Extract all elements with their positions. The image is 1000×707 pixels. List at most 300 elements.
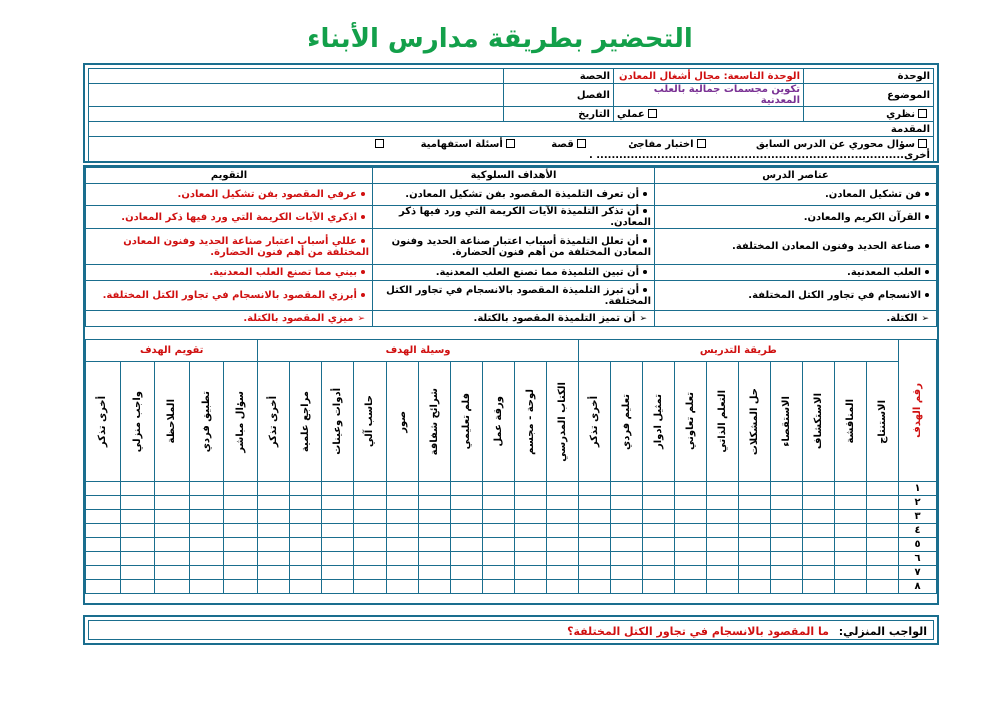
grid-cell[interactable] xyxy=(290,524,322,538)
grid-cell[interactable] xyxy=(450,580,482,594)
grid-cell[interactable] xyxy=(802,524,834,538)
grid-cell[interactable] xyxy=(155,510,189,524)
grid-cell[interactable] xyxy=(642,482,674,496)
objective-cell xyxy=(373,311,655,327)
grid-cell[interactable] xyxy=(155,566,189,580)
grid-cell[interactable] xyxy=(290,510,322,524)
goal-number: ١ xyxy=(899,482,937,496)
grid-row xyxy=(86,510,937,524)
means-column-header xyxy=(482,362,514,482)
arrow-icon: ➢ xyxy=(921,314,929,324)
grid-row xyxy=(86,496,937,510)
grid-cell[interactable] xyxy=(189,482,223,496)
grid-cell[interactable] xyxy=(120,580,154,594)
bullet-icon xyxy=(361,192,365,196)
method-column-header xyxy=(834,362,866,482)
option-label: سؤال محوري عن الدرس السابق xyxy=(756,138,915,150)
grid-cell[interactable] xyxy=(258,510,290,524)
grid-cell[interactable] xyxy=(155,580,189,594)
grid-cell[interactable] xyxy=(642,538,674,552)
theory-checkbox[interactable] xyxy=(918,109,927,118)
means-column-header xyxy=(290,362,322,482)
means-column-header xyxy=(258,362,290,482)
grid-cell[interactable] xyxy=(834,496,866,510)
grid-cell[interactable] xyxy=(322,566,354,580)
grid-cell[interactable] xyxy=(610,580,642,594)
bullet-icon xyxy=(925,215,929,219)
grid-cell[interactable] xyxy=(290,496,322,510)
grid-cell[interactable] xyxy=(418,524,450,538)
topic-value: تكوين مجسمات جمالية بالعلب المعدنية xyxy=(614,84,804,107)
grid-cell[interactable] xyxy=(258,524,290,538)
grid-cell[interactable] xyxy=(674,538,706,552)
grid-cell[interactable] xyxy=(642,566,674,580)
grid-cell[interactable] xyxy=(354,510,386,524)
grid-cell[interactable] xyxy=(578,524,610,538)
grid-cell[interactable] xyxy=(354,580,386,594)
grid-cell[interactable] xyxy=(674,496,706,510)
grid-cell[interactable] xyxy=(189,538,223,552)
bullet-icon xyxy=(925,270,929,274)
date-value[interactable] xyxy=(89,107,504,122)
grid-cell[interactable] xyxy=(450,524,482,538)
element-cell xyxy=(655,184,937,206)
grid-row xyxy=(86,524,937,538)
grid-cell[interactable] xyxy=(642,524,674,538)
grid-cell[interactable] xyxy=(290,552,322,566)
bullet-icon xyxy=(643,209,647,213)
means-column-header xyxy=(354,362,386,482)
grid-cell[interactable] xyxy=(482,538,514,552)
grid-cell[interactable] xyxy=(610,524,642,538)
grid-cell[interactable] xyxy=(223,524,257,538)
grid-cell[interactable] xyxy=(258,566,290,580)
grid-cell[interactable] xyxy=(290,482,322,496)
grid-cell[interactable] xyxy=(866,482,898,496)
means-column-label: الكتاب المدرسي xyxy=(556,381,568,462)
goal-number: ٦ xyxy=(899,552,937,566)
grid-cell[interactable] xyxy=(578,482,610,496)
grid-cell[interactable] xyxy=(834,510,866,524)
evaluation-text: عرفي المقصود بفن تشكيل المعادن. xyxy=(177,189,357,200)
means-column-label: أدوات وعينات xyxy=(332,388,344,455)
bullet-icon xyxy=(925,192,929,196)
grid-cell[interactable] xyxy=(834,552,866,566)
grid-cell[interactable] xyxy=(514,552,546,566)
grid-cell[interactable] xyxy=(189,566,223,580)
grid-cell[interactable] xyxy=(322,510,354,524)
grid-cell[interactable] xyxy=(642,510,674,524)
class-value[interactable] xyxy=(89,84,504,107)
bullet-icon xyxy=(361,293,365,297)
grid-cell[interactable] xyxy=(738,538,770,552)
checkbox[interactable] xyxy=(697,139,706,148)
grid-cell[interactable] xyxy=(834,538,866,552)
grid-cell[interactable] xyxy=(86,496,121,510)
grid-cell[interactable] xyxy=(189,580,223,594)
grid-cell[interactable] xyxy=(610,510,642,524)
grid-cell[interactable] xyxy=(258,496,290,510)
grid-cell[interactable] xyxy=(258,552,290,566)
grid-cell[interactable] xyxy=(120,510,154,524)
evaluation-text: عللي أسباب اعتبار صناعة الحديد وفنون المعادن المختلفة من أهم فنون الحضارة. xyxy=(123,235,369,258)
grid-cell[interactable] xyxy=(802,538,834,552)
grid-cell[interactable] xyxy=(706,510,738,524)
grid-cell[interactable] xyxy=(386,538,418,552)
bullet-icon xyxy=(643,239,647,243)
grid-cell[interactable] xyxy=(86,510,121,524)
grid-cell[interactable] xyxy=(834,524,866,538)
grid-cell[interactable] xyxy=(482,482,514,496)
grid-cell[interactable] xyxy=(770,552,802,566)
means-column-header xyxy=(450,362,482,482)
grid-cell[interactable] xyxy=(546,496,578,510)
grid-cell[interactable] xyxy=(738,566,770,580)
grid-cell[interactable] xyxy=(418,482,450,496)
grid-cell[interactable] xyxy=(223,552,257,566)
grid-cell[interactable] xyxy=(223,566,257,580)
grid-cell[interactable] xyxy=(866,538,898,552)
grid-cell[interactable] xyxy=(738,552,770,566)
grid-cell[interactable] xyxy=(642,580,674,594)
grid-cell[interactable] xyxy=(189,496,223,510)
grid-cell[interactable] xyxy=(770,496,802,510)
grid-cell[interactable] xyxy=(290,580,322,594)
arrow-icon: ➢ xyxy=(639,314,647,324)
grid-cell[interactable] xyxy=(418,580,450,594)
grid-cell[interactable] xyxy=(610,496,642,510)
grid-cell[interactable] xyxy=(578,538,610,552)
grid-cell[interactable] xyxy=(546,510,578,524)
date-label: التاريخ xyxy=(504,107,614,122)
grid-cell[interactable] xyxy=(674,552,706,566)
means-column-header xyxy=(514,362,546,482)
grid-cell[interactable] xyxy=(450,552,482,566)
grid-cell[interactable] xyxy=(866,496,898,510)
method-column-header xyxy=(866,362,898,482)
grid-cell[interactable] xyxy=(223,538,257,552)
grid-cell[interactable] xyxy=(674,566,706,580)
eval-column-label: أخرى تذكر xyxy=(97,395,109,448)
grid-cell[interactable] xyxy=(290,566,322,580)
grid-cell[interactable] xyxy=(802,580,834,594)
session-value[interactable] xyxy=(89,69,504,84)
method-column-header xyxy=(770,362,802,482)
grid-cell[interactable] xyxy=(482,524,514,538)
grid-cell[interactable] xyxy=(802,482,834,496)
grid-cell[interactable] xyxy=(834,580,866,594)
grid-cell[interactable] xyxy=(514,510,546,524)
grid-cell[interactable] xyxy=(450,496,482,510)
grid-cell[interactable] xyxy=(642,552,674,566)
grid-cell[interactable] xyxy=(866,566,898,580)
grid-cell[interactable] xyxy=(418,510,450,524)
grid-cell[interactable] xyxy=(514,482,546,496)
grid-cell[interactable] xyxy=(706,482,738,496)
grid-cell[interactable] xyxy=(738,580,770,594)
method-column-label: تعليم فردي xyxy=(620,393,632,450)
grid-cell[interactable] xyxy=(386,580,418,594)
grid-cell[interactable] xyxy=(155,496,189,510)
grid-cell[interactable] xyxy=(514,580,546,594)
grid-cell[interactable] xyxy=(258,580,290,594)
evaluation-text: بيني مما تصنع العلب المعدنية. xyxy=(209,267,357,278)
grid-cell[interactable] xyxy=(86,566,121,580)
means-column-label: صور xyxy=(396,410,408,433)
intro-option-4[interactable] xyxy=(421,139,518,150)
grid-cell[interactable] xyxy=(386,552,418,566)
grid-cell[interactable] xyxy=(546,566,578,580)
grid-cell[interactable] xyxy=(866,510,898,524)
checkbox[interactable] xyxy=(577,139,586,148)
method-column-label: الاستكشاف xyxy=(812,393,824,450)
grid-cell[interactable] xyxy=(418,496,450,510)
grid-cell[interactable] xyxy=(322,538,354,552)
grid-cell[interactable] xyxy=(354,496,386,510)
grid-cell[interactable] xyxy=(834,566,866,580)
grid-cell[interactable] xyxy=(802,566,834,580)
grid-cell[interactable] xyxy=(322,496,354,510)
grid-cell[interactable] xyxy=(120,496,154,510)
method-column-header xyxy=(706,362,738,482)
grid-cell[interactable] xyxy=(290,538,322,552)
practical-option[interactable] xyxy=(614,107,804,122)
grid-cell[interactable] xyxy=(770,580,802,594)
grid-cell[interactable] xyxy=(418,552,450,566)
grid-cell[interactable] xyxy=(354,552,386,566)
grid-cell[interactable] xyxy=(738,524,770,538)
grid-cell[interactable] xyxy=(610,482,642,496)
grid-cell[interactable] xyxy=(354,538,386,552)
goal-number: ٧ xyxy=(899,566,937,580)
grid-cell[interactable] xyxy=(514,524,546,538)
bullet-icon xyxy=(643,288,647,292)
intro-option-3[interactable] xyxy=(551,139,588,150)
practical-label: عملي xyxy=(617,108,645,120)
grid-cell[interactable] xyxy=(738,510,770,524)
grid-cell[interactable] xyxy=(546,524,578,538)
grid-cell[interactable] xyxy=(386,510,418,524)
grid-cell[interactable] xyxy=(514,496,546,510)
grid-cell[interactable] xyxy=(578,496,610,510)
means-column-label: مراجع علمية xyxy=(300,390,312,453)
grid-cell[interactable] xyxy=(120,538,154,552)
grid-cell[interactable] xyxy=(450,482,482,496)
theory-option[interactable] xyxy=(804,107,934,122)
grid-cell[interactable] xyxy=(86,552,121,566)
grid-cell[interactable] xyxy=(322,524,354,538)
evaluation-cell xyxy=(86,184,373,206)
objective-text: أن تميز التلميذة المقصود بالكتلة. xyxy=(473,313,636,324)
grid-cell[interactable] xyxy=(86,538,121,552)
grid-cell[interactable] xyxy=(578,552,610,566)
grid-cell[interactable] xyxy=(223,510,257,524)
goals-grid xyxy=(85,339,937,594)
grid-cell[interactable] xyxy=(482,552,514,566)
grid-cell[interactable] xyxy=(322,580,354,594)
grid-cell[interactable] xyxy=(642,496,674,510)
grid-cell[interactable] xyxy=(770,566,802,580)
grid-cell[interactable] xyxy=(86,580,121,594)
grid-cell[interactable] xyxy=(189,510,223,524)
grid-cell[interactable] xyxy=(482,566,514,580)
grid-row xyxy=(86,538,937,552)
objective-text: أن تبرز التلميذة المقصود بالانسجام في تجاور الكتل المختلفة. xyxy=(386,284,651,307)
grid-cell[interactable] xyxy=(418,538,450,552)
goal-number: ٢ xyxy=(899,496,937,510)
grid-cell[interactable] xyxy=(866,580,898,594)
grid-cell[interactable] xyxy=(322,482,354,496)
grid-cell[interactable] xyxy=(223,580,257,594)
bullet-icon xyxy=(361,215,365,219)
grid-cell[interactable] xyxy=(155,538,189,552)
evaluation-cell xyxy=(86,229,373,265)
grid-cell[interactable] xyxy=(610,566,642,580)
checkbox[interactable] xyxy=(918,139,927,148)
eval-column-header xyxy=(120,362,154,482)
grid-cell[interactable] xyxy=(706,524,738,538)
grid-cell[interactable] xyxy=(223,482,257,496)
grid-cell[interactable] xyxy=(418,566,450,580)
grid-cell[interactable] xyxy=(674,510,706,524)
bullet-icon xyxy=(643,192,647,196)
grid-cell[interactable] xyxy=(354,566,386,580)
grid-cell[interactable] xyxy=(514,538,546,552)
grid-cell[interactable] xyxy=(189,524,223,538)
element-text: الكتلة. xyxy=(886,313,918,324)
method-column-label: أخرى تذكر xyxy=(588,395,600,448)
checkbox[interactable] xyxy=(506,139,515,148)
grid-cell[interactable] xyxy=(354,524,386,538)
means-column-header xyxy=(418,362,450,482)
grid-cell[interactable] xyxy=(706,580,738,594)
element-cell xyxy=(655,206,937,229)
grid-cell[interactable] xyxy=(482,496,514,510)
checkbox[interactable] xyxy=(375,139,384,148)
grid-row xyxy=(86,552,937,566)
grid-cell[interactable] xyxy=(578,566,610,580)
goal-number: ٤ xyxy=(899,524,937,538)
grid-cell[interactable] xyxy=(546,538,578,552)
grid-cell[interactable] xyxy=(223,496,257,510)
element-text: صناعة الحديد وفنون المعادن المختلفة. xyxy=(732,241,921,252)
grid-cell[interactable] xyxy=(155,482,189,496)
grid-cell[interactable] xyxy=(386,496,418,510)
grid-cell[interactable] xyxy=(706,496,738,510)
grid-cell[interactable] xyxy=(674,524,706,538)
grid-cell[interactable] xyxy=(386,566,418,580)
goal-number: ٣ xyxy=(899,510,937,524)
grid-cell[interactable] xyxy=(120,552,154,566)
grid-cell[interactable] xyxy=(120,482,154,496)
grid-cell[interactable] xyxy=(189,552,223,566)
grid-cell[interactable] xyxy=(834,482,866,496)
grid-cell[interactable] xyxy=(258,482,290,496)
grid-cell[interactable] xyxy=(482,580,514,594)
objective-text: أن تذكر التلميذة الآيات الكريمة التي ورد فيها ذكر المعادن. xyxy=(398,206,651,228)
intro-option-1[interactable] xyxy=(756,139,930,150)
element-cell xyxy=(655,311,937,327)
grid-cell[interactable] xyxy=(546,580,578,594)
grid-cell[interactable] xyxy=(674,482,706,496)
lesson-table xyxy=(85,167,937,327)
grid-cell[interactable] xyxy=(738,496,770,510)
grid-cell[interactable] xyxy=(674,580,706,594)
method-column-header xyxy=(610,362,642,482)
homework-box xyxy=(83,615,939,645)
element-text: الانسجام في تجاور الكتل المختلفة. xyxy=(748,290,921,301)
grid-cell[interactable] xyxy=(386,482,418,496)
grid-cell[interactable] xyxy=(706,566,738,580)
option-label: أخرى xyxy=(903,149,930,161)
grid-cell[interactable] xyxy=(802,510,834,524)
grid-cell[interactable] xyxy=(86,524,121,538)
grid-cell[interactable] xyxy=(866,524,898,538)
grid-cell[interactable] xyxy=(514,566,546,580)
grid-cell[interactable] xyxy=(450,566,482,580)
grid-cell[interactable] xyxy=(770,524,802,538)
element-cell xyxy=(655,281,937,311)
grid-cell[interactable] xyxy=(546,552,578,566)
grid-cell[interactable] xyxy=(706,552,738,566)
grid-cell[interactable] xyxy=(610,538,642,552)
element-text: القرآن الكريم والمعادن. xyxy=(803,211,921,223)
grid-cell[interactable] xyxy=(120,566,154,580)
method-column-label: تمثيل ادوار xyxy=(652,394,664,449)
element-text: فن تشكيل المعادن. xyxy=(824,189,921,200)
grid-cell[interactable] xyxy=(354,482,386,496)
objectives-header: الأهداف السلوكية xyxy=(373,168,655,184)
objective-cell xyxy=(373,229,655,265)
bullet-icon xyxy=(925,293,929,297)
grid-cell[interactable] xyxy=(578,580,610,594)
info-box xyxy=(83,63,939,163)
grid-cell[interactable] xyxy=(770,482,802,496)
grid-cell[interactable] xyxy=(738,482,770,496)
grid-cell[interactable] xyxy=(386,524,418,538)
eval-column-header xyxy=(155,362,189,482)
grid-cell[interactable] xyxy=(802,496,834,510)
grid-cell[interactable] xyxy=(258,538,290,552)
grid-cell[interactable] xyxy=(866,552,898,566)
grid-cell[interactable] xyxy=(120,524,154,538)
grid-cell[interactable] xyxy=(706,538,738,552)
evaluation-text: اذكري الآيات الكريمة التي ورد فيها ذكر المعادن. xyxy=(121,211,357,223)
topic-label: الموضوع xyxy=(804,84,934,107)
grid-cell[interactable] xyxy=(770,538,802,552)
grid-cell[interactable] xyxy=(155,524,189,538)
grid-cell[interactable] xyxy=(322,552,354,566)
grid-cell[interactable] xyxy=(578,510,610,524)
practical-checkbox[interactable] xyxy=(648,109,657,118)
grid-cell[interactable] xyxy=(450,538,482,552)
grid-cell[interactable] xyxy=(610,552,642,566)
means-column-label: لوحة - مجسم xyxy=(524,388,536,455)
element-cell xyxy=(655,265,937,281)
grid-cell[interactable] xyxy=(802,552,834,566)
objective-cell xyxy=(373,206,655,229)
grid-cell[interactable] xyxy=(450,510,482,524)
grid-cell[interactable] xyxy=(770,510,802,524)
grid-cell[interactable] xyxy=(155,552,189,566)
grid-cell[interactable] xyxy=(86,482,121,496)
grid-cell[interactable] xyxy=(482,510,514,524)
grid-cell[interactable] xyxy=(546,482,578,496)
eval-column-label: الملاحظة xyxy=(166,399,178,444)
method-column-label: حل المشكلات xyxy=(748,387,760,456)
eval-group-header: تقويم الهدف xyxy=(86,340,258,362)
intro-option-2[interactable] xyxy=(628,139,708,150)
